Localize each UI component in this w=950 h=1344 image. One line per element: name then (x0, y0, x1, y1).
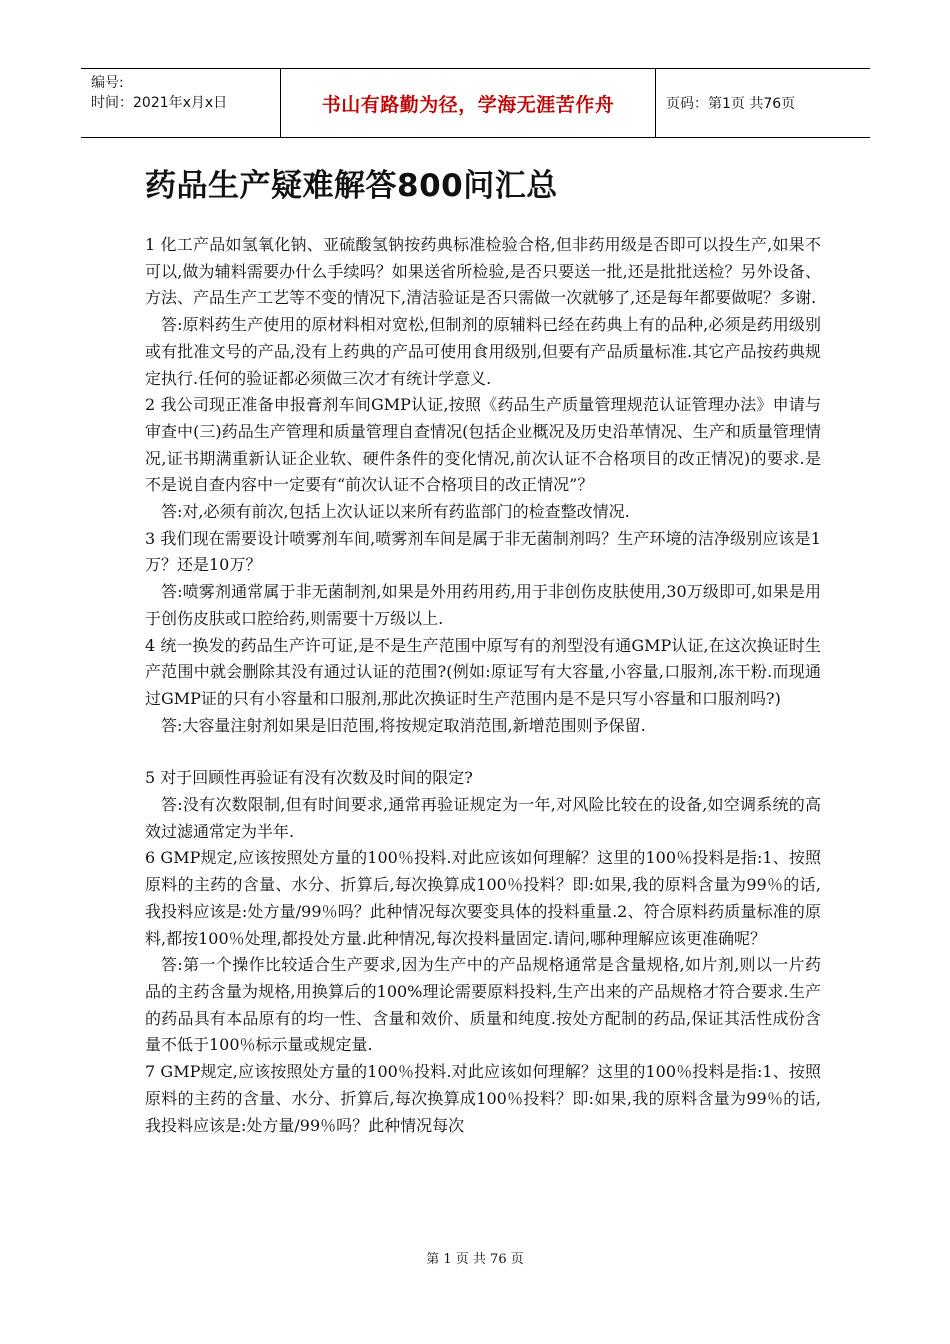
answer-paragraph: 答:喷雾剂通常属于非无菌制剂,如果是外用药用药,用于非创伤皮肤使用,30万级即可,如果是用于创伤皮肤或口腔给药,则需要十万级以上. (145, 582, 821, 628)
page-header (81, 68, 870, 138)
answer-paragraph: 答:大容量注射剂如果是旧范围,将按规定取消范围,新增范围则予保留. (161, 715, 646, 735)
document-title: 药品生产疑难解答800问汇总 (145, 168, 558, 204)
answer-paragraph: 答:第一个操作比较适合生产要求,因为生产中的产品规格通常是含量规格,如片剂,则以一片药品的主药含量为规格,用换算后的100%理论需要原料投料,生产出来的产品规格才符合要求.生产的药品具有本品原有的均一性、含量和效价、质量和纯度.按处方配制的药品,保证其活性成份含量不低于100％标示量或规定量. (145, 955, 821, 1055)
page-footer: 第 1 页 共 76 页 (426, 1252, 524, 1267)
answer-paragraph: 答:原料药生产使用的原材料相对宽松,但制剂的原辅料已经在药典上有的品种,必须是药用级别或有批准文号的产品,没有上药典的产品可使用食用级别,但要有产品质量标准.其它产品按药典规定执行.任何的验证都必须做三次才有统计学意义. (145, 315, 821, 388)
question-paragraph: 1 化工产品如氢氧化钠、亚硫酸氢钠按药典标准检验合格,但非药用级是否即可以投生产,如果不可以,做为辅料需要办什么手续吗？如果送省所检验,是否只要送一批,还是批批送检？另外设备、方法、产品生产工艺等不变的情况下,清洁验证是否只需做一次就够了,还是每年都要做呢？多谢. (145, 235, 821, 308)
header-motto: 书山有路勤为径，学海无涯苦作舟 (280, 69, 656, 137)
answer-paragraph: 答:没有次数限制,但有时间要求,通常再验证规定为一年,对风险比较在的设备,如空调系统的高效过滤通常定为半年. (145, 795, 821, 841)
document-number-label: 编号: (91, 75, 124, 91)
question-paragraph: 4 统一换发的药品生产许可证,是不是生产范围中原写有的剂型没有通GMP认证,在这次换证时生产范围中就会删除其没有通过认证的范围?(例如:原证写有大容量,小容量,口服剂,冻干粉.而现通过GMP证的只有小容量和口服剂,那此次换证时生产范围内是不是只写小容量和口服剂吗?) (145, 635, 821, 708)
question-paragraph: 3 我们现在需要设计喷雾剂车间,喷雾剂车间是属于非无菌制剂吗？生产环境的洁净级别应该是1万？还是10万？ (145, 528, 821, 575)
question-paragraph: 5 对于回顾性再验证有没有次数及时间的限定? (145, 768, 473, 788)
blank-line (145, 739, 821, 765)
header-page-info: 页码：第1页 共76页 (666, 96, 796, 112)
answer-paragraph: 答:对,必须有前次,包括上次认证以来所有药监部门的检查整改情况. (161, 502, 630, 522)
document-body (145, 232, 821, 1139)
question-paragraph: 2 我公司现正准备申报膏剂车间GMP认证,按照《药品生产质量管理规范认证管理办法》申请与审查中(三)药品生产管理和质量管理自查情况(包括企业概况及历史沿革情况、生产和质量管理情况,证书期满重新认证企业软、硬件条件的变化情况,前次认证不合格项目的改正情况)的要求.是不是说自查内容中一定要有“前次认证不合格项目的改正情况”？ (145, 395, 821, 495)
document-date: 时间：2021年x月x日 (91, 95, 228, 111)
question-paragraph: 7 GMP规定,应该按照处方量的100％投料.对此应该如何理解？这里的100％投料是指:1、按照原料的主药的含量、水分、折算后,每次换算成100％投料？即:如果,我的原料含量为99％的话,我投料应该是:处方量/99％吗？此种情况每次 (145, 1062, 821, 1135)
question-paragraph: 6 GMP规定,应该按照处方量的100％投料.对此应该如何理解？这里的100％投料是指:1、按照原料的主药的含量、水分、折算后,每次换算成100％投料？即:如果,我的原料含量为99％的话,我投料应该是:处方量/99％吗？此种情况每次要变具体的投料重量.2、符合原料药质量标准的原料,都按100％处理,都投处方量.此种情况,每次投料量固定.请问,哪种理解应该更准确呢？ (145, 848, 821, 948)
header-meta (81, 69, 280, 137)
